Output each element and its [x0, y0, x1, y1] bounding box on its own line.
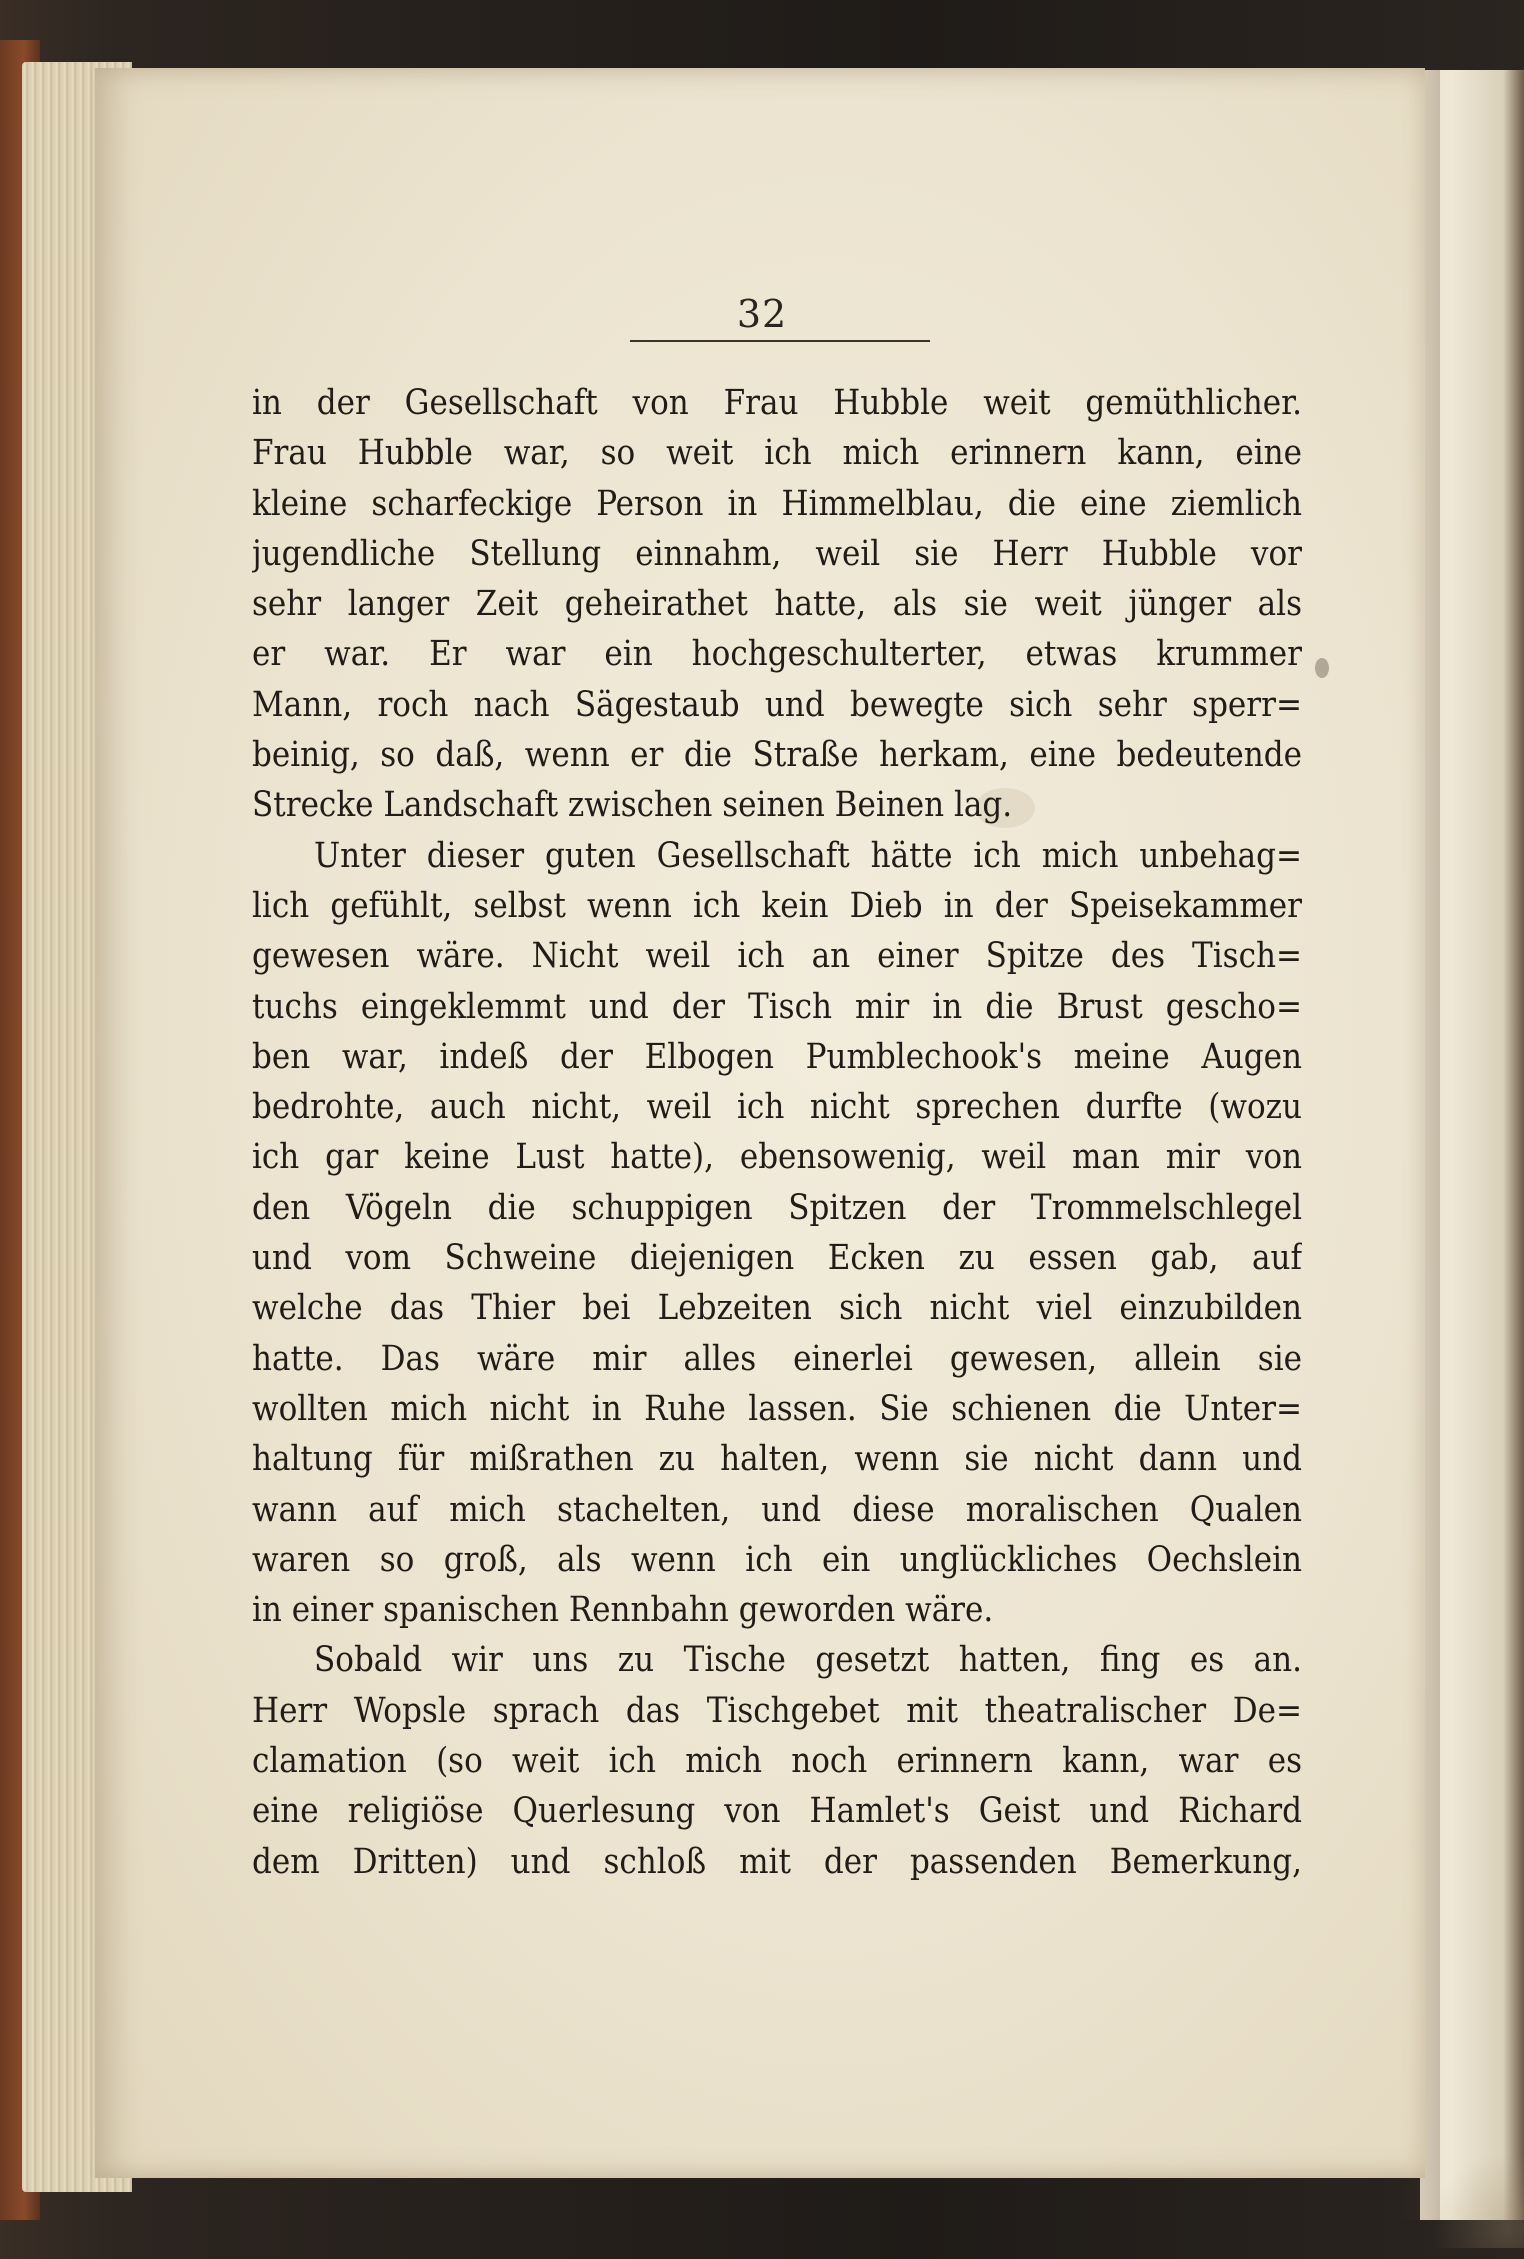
text-line: eine religiöse Querlesung von Hamlet's Geist und Richard — [252, 1791, 1302, 1832]
text-line: ich gar keine Lust hatte), ebensowenig, weil man mir von — [252, 1137, 1302, 1178]
text-line: den Vögeln die schuppigen Spitzen der Trommelschlegel — [252, 1187, 1302, 1228]
text-line: tuchs eingeklemmt und der Tisch mir in die Brust gescho= — [252, 986, 1302, 1027]
text-line: in einer spanischen Rennbahn geworden wäre. — [252, 1590, 994, 1631]
text-line: bedrohte, auch nicht, weil ich nicht sprechen durfte (wozu — [252, 1087, 1302, 1128]
text-line: Strecke Landschaft zwischen seinen Beinen lag. — [252, 785, 1013, 826]
text-line: welche das Thier bei Lebzeiten sich nicht viel einzubilden — [252, 1288, 1302, 1329]
text-line: jugendliche Stellung einnahm, weil sie Herr Hubble vor — [252, 533, 1302, 574]
text-line: beinig, so daß, wenn er die Straße herkam, eine bedeutende — [252, 735, 1302, 776]
text-line: haltung für mißrathen zu halten, wenn sie nicht dann und — [252, 1439, 1302, 1480]
text-line: wollten mich nicht in Ruhe lassen. Sie schienen die Unter= — [252, 1388, 1302, 1429]
text-line: Unter dieser guten Gesellschaft hätte ich mich unbehag= — [314, 835, 1302, 876]
text-line: Sobald wir uns zu Tische gesetzt hatten, fing es an. — [314, 1640, 1302, 1681]
text-line: kleine scharfeckige Person in Himmelblau, die eine ziemlich — [252, 483, 1302, 524]
text-line: clamation (so weit ich mich noch erinnern kann, war es — [252, 1741, 1302, 1782]
text-line: Frau Hubble war, so weit ich mich erinnern kann, eine — [252, 433, 1302, 474]
corner-wear — [1435, 2148, 1524, 2248]
text-line: dem Dritten) und schloß mit der passenden Bemerkung, — [252, 1841, 1302, 1882]
text-line: in der Gesellschaft von Frau Hubble weit gemüthlicher. — [252, 383, 1302, 423]
text-line: ben war, indeß der Elbogen Pumblechook's meine Augen — [252, 1036, 1302, 1077]
body-text — [252, 378, 1302, 1887]
page-number-rule — [630, 340, 930, 342]
text-line: Herr Wopsle sprach das Tischgebet mit theatralischer De= — [252, 1690, 1302, 1731]
page-number: 32 — [736, 292, 788, 336]
text-line: waren so groß, als wenn ich ein unglückliches Oechslein — [252, 1539, 1302, 1580]
text-line: sehr langer Zeit geheirathet hatte, als sie weit jünger als — [252, 584, 1302, 625]
text-line: und vom Schweine diejenigen Ecken zu essen gab, auf — [252, 1238, 1302, 1279]
text-line: wann auf mich stachelten, und diese moralischen Qualen — [252, 1489, 1302, 1530]
text-line: hatte. Das wäre mir alles einerlei gewesen, allein sie — [252, 1338, 1302, 1379]
text-line: er war. Er war ein hochgeschulterter, etwas krummer — [252, 634, 1302, 675]
text-line: lich gefühlt, selbst wenn ich kein Dieb in der Speisekammer — [252, 885, 1302, 926]
text-line: gewesen wäre. Nicht weil ich an einer Spitze des Tisch= — [252, 936, 1302, 977]
text-line: Mann, roch nach Sägestaub und bewegte sich sehr sperr= — [252, 684, 1302, 725]
paper-spot — [1315, 658, 1329, 678]
